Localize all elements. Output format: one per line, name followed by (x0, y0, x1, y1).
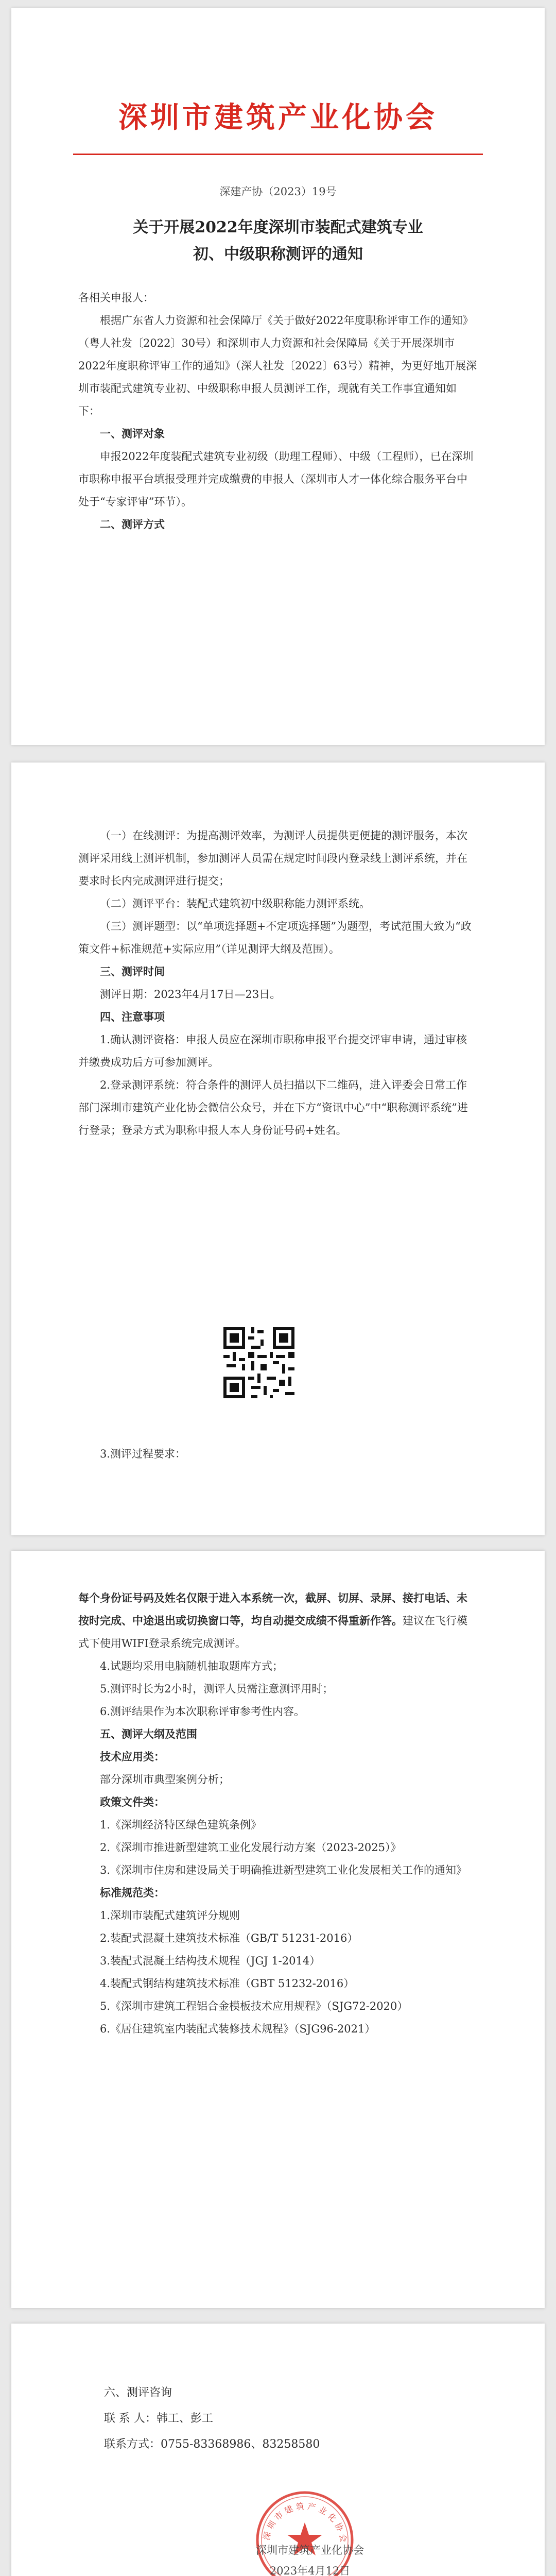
salutation: 各相关申报人： (78, 292, 154, 304)
signature-block (243, 2540, 377, 2576)
standard-item: 3.装配式混凝土结构技术规程（JGJ 1-2014） (100, 1955, 321, 1967)
notice-item-5: 5.测评时长为2小时，测评人员需注意测评用时； (100, 1683, 334, 1695)
section-2-heading: 二、测评方式 (100, 518, 165, 531)
intro-paragraph: 根据广东省人力资源和社会保障厅《关于做好2022年度职称评审工作的通知》（粤人社发〔2022〕30号）和深圳市人力资源和社会保障局《关于开展深圳市2022年度职称评审工作的通知》（深人社发〔2022〕63号）精神，为更好地开展深圳市装配式建筑专业初、中级职称申报人员测评工作，现就有关工作事宜通知如下： (78, 314, 477, 417)
standard-item: 5.《深圳市建筑工程铝合金模板技术应用规程》（SJG72-2020） (100, 2000, 408, 2012)
policy-item: 3.《深圳市住房和建设局关于明确推进新型建筑工业化发展相关工作的通知》 (100, 1864, 467, 1876)
red-divider (73, 154, 483, 155)
title-line-2: 初、中级职称测评的通知 (193, 245, 363, 263)
tech-application-heading: 技术应用类： (100, 1750, 165, 1763)
section-1-text: 申报2022年度装配式建筑专业初级（助理工程师）、中级（工程师），已在深圳市职称申报平台填报受理并完成缴费的申报人（深圳市人才一体化综合服务平台中处于“专家评审”环节）。 (78, 450, 474, 508)
tech-application-text: 部分深圳市典型案例分析； (100, 1773, 230, 1786)
page2-body (78, 824, 478, 1142)
page1-body (78, 286, 478, 536)
page3-body (78, 1587, 478, 2040)
notice-item-3 (78, 1443, 478, 1465)
notice-item-6: 6.测评结果作为本次职称评审参考性内容。 (100, 1705, 305, 1718)
standard-item: 6.《居住建筑室内装配式装修技术规程》（SJG96-2021） (100, 2023, 376, 2035)
notice-item-4: 4.试题均采用电脑随机抽取题库方式； (100, 1660, 284, 1672)
online-test-paragraph: （一）在线测评：为提高测评效率，为测评人员提供更便捷的测评服务，本次测评采用线上测评机制，参加测评人员需在规定时间段内登录线上测评系统，并在要求时长内完成测评进行提交； (78, 829, 467, 887)
section-3-heading: 三、测评时间 (100, 965, 165, 978)
title-line-1: 关于开展2022年度深圳市装配式建筑专业 (133, 218, 423, 236)
policy-heading: 政策文件类： (100, 1795, 165, 1808)
policy-item: 2.《深圳市推进新型建筑工业化发展行动方案（2023-2025）》 (100, 1841, 402, 1854)
standard-item: 2.装配式混凝土建筑技术标准（GB/T 51231-2016） (100, 1932, 358, 1944)
org-letterhead: 深圳市建筑产业化协会 (118, 100, 438, 134)
section-6-heading: 六、测评咨询 (104, 2386, 172, 2399)
contact-phone: 联系方式：0755-83368986、83258580 (104, 2438, 320, 2451)
standard-item: 1.深圳市装配式建筑评分规则 (100, 1909, 240, 1922)
svg-text:深 圳 市 建 筑 产 业 化 协 会: 深 圳 市 建 筑 产 业 化 协 会 (261, 2501, 349, 2543)
consultation-block (104, 2380, 320, 2458)
standard-item: 4.装配式钢结构建筑技术标准（GBT 51232-2016） (100, 1977, 355, 1990)
test-platform-paragraph: （二）测评平台：装配式建筑初中级职称能力测评系统。 (100, 897, 370, 910)
notice-item-3-advice: 建议在飞行模式下使用WIFI登录系统完成测评。 (78, 1615, 467, 1650)
signing-date: 2023年4月12日 (269, 2565, 351, 2576)
contact-person: 联 系 人：韩工、彭工 (104, 2412, 213, 2425)
document-title (73, 214, 483, 268)
notice-item-3-rules: 每个身份证号码及姓名仅限于进入本系统一次，截屏、切屏、录屏、接打电话、未按时完成、中途退出或切换窗口等，均自动提交成绩不得重新作答。 (78, 1591, 467, 1627)
notice-item-2: 2.登录测评系统：符合条件的测评人员扫描以下二维码，进入评委会日常工作部门深圳市建筑产业化协会微信公众号，并在下方“资讯中心”中“职称测评系统”进行登录；登录方式为职称申报人本人身份证号码+姓名。 (78, 1079, 468, 1137)
signing-organization: 深圳市建筑产业化协会 (256, 2544, 364, 2556)
page2-tail (78, 1443, 478, 1465)
section-5-heading: 五、测评大纲及范围 (100, 1727, 197, 1740)
test-date: 测评日期：2023年4月17日—23日。 (100, 988, 281, 1001)
notice-item-3-continued (78, 1587, 478, 1655)
document-page-4 (11, 2324, 545, 2576)
policy-item: 1.《深圳经济特区绿色建筑条例》 (100, 1819, 262, 1831)
standards-heading: 标准规范类： (100, 1886, 165, 1899)
document-page-1 (11, 8, 545, 745)
notice-item-3-label: 3.测评过程要求： (100, 1448, 186, 1460)
notice-item-1: 1.确认测评资格：申报人员应在深圳市职称申报平台提交评审申请，通过审核并缴费成功后方可参加测评。 (78, 1033, 467, 1069)
section-1-heading: 一、测评对象 (100, 427, 165, 440)
wechat-qr-code[interactable] (220, 1324, 298, 1401)
document-number: 深建产协（2023）19号 (219, 185, 337, 198)
document-page-3 (11, 1551, 545, 2308)
question-type-paragraph: （三）测评题型：以“单项选择题+不定项选择题”为题型，考试范围大致为“政策文件+标准规范+实际应用”（详见测评大纲及范围）。 (78, 920, 472, 955)
section-4-heading: 四、注意事项 (100, 1010, 165, 1023)
document-page-2 (11, 762, 545, 1535)
